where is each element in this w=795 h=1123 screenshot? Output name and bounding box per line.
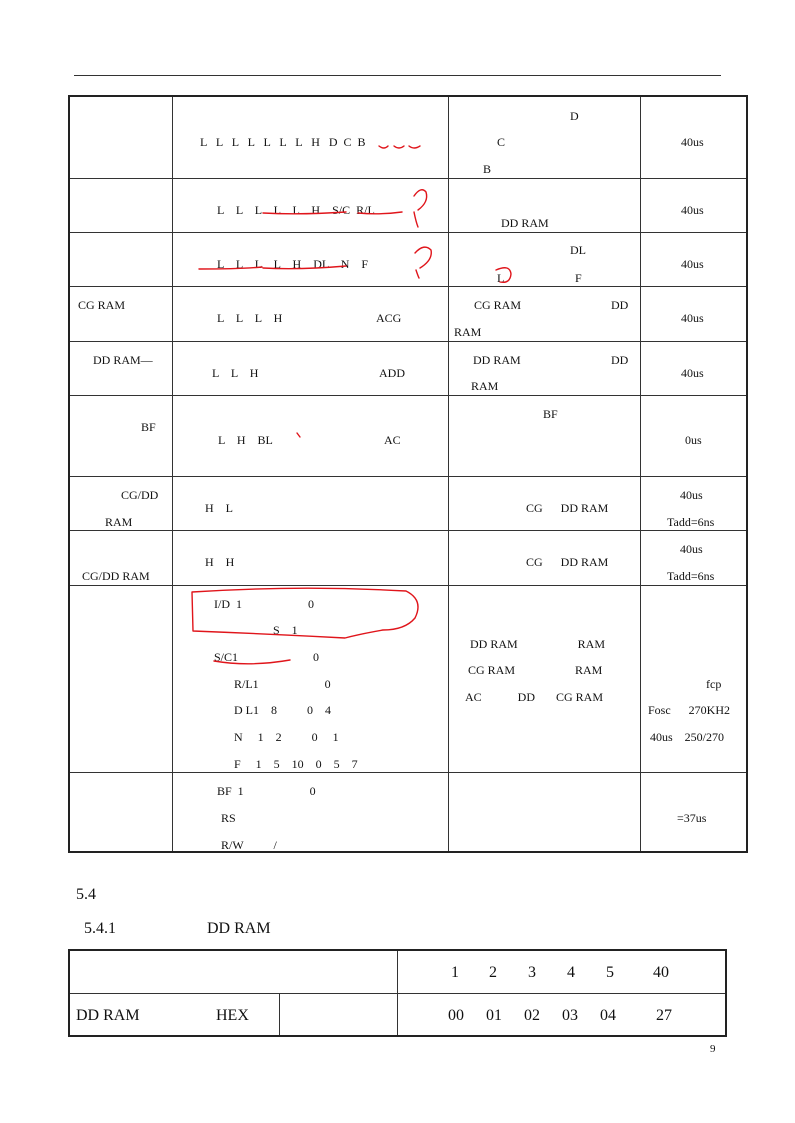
address-value: 01 xyxy=(486,1007,502,1024)
cell-time: 40us xyxy=(681,203,704,217)
cell-desc: DD RAM xyxy=(473,353,521,367)
cell-name: RAM xyxy=(105,515,133,529)
cell-time: Fosc 270KH2 xyxy=(648,703,731,717)
cell-code: H L xyxy=(205,501,233,515)
cell-note: R/L1 0 xyxy=(234,677,331,691)
cell-desc: AC DD CG RAM xyxy=(465,690,604,704)
subsection-number: 5.4.1 xyxy=(84,920,116,937)
cell-name: BF xyxy=(141,420,156,434)
row-divider xyxy=(70,476,746,477)
cell-desc: DD xyxy=(611,353,629,367)
cell-desc: BF xyxy=(543,407,558,421)
cell-desc: B xyxy=(483,162,492,176)
row-divider xyxy=(70,286,746,287)
cell-note: F 1 5 10 0 5 7 xyxy=(234,757,358,771)
cell-code: L L L L H DL N F xyxy=(217,257,369,271)
column-divider xyxy=(640,97,641,851)
cell-note: R/W / xyxy=(221,838,277,852)
column-divider xyxy=(448,97,449,851)
cell-name: DD RAM— xyxy=(93,353,153,367)
row-format: HEX xyxy=(216,1007,249,1024)
address-value: 00 xyxy=(448,1007,464,1024)
cell-code: L L L L L L L H D C B xyxy=(200,135,366,149)
cell-time: Tadd=6ns xyxy=(667,569,715,583)
cell-time: 40us xyxy=(681,311,704,325)
page-number: 9 xyxy=(710,1043,716,1055)
cell-note: S 1 xyxy=(273,623,298,637)
cell-note: I/D 1 0 xyxy=(214,597,314,611)
cell-code: L L H xyxy=(212,366,259,380)
cell-code: ADD xyxy=(379,366,405,380)
cell-note: N 1 2 0 1 xyxy=(234,730,339,744)
address-value: 27 xyxy=(656,1007,672,1024)
cell-note: RS xyxy=(221,811,236,825)
cell-desc: CG RAM xyxy=(474,298,522,312)
row-label: DD RAM xyxy=(76,1007,140,1024)
cell-desc: CG RAM RAM xyxy=(468,663,603,677)
cell-desc: DD RAM RAM xyxy=(470,637,606,651)
position-header: 1 xyxy=(451,964,459,981)
cell-note: S/C1 0 xyxy=(214,650,320,664)
cell-desc: RAM xyxy=(471,379,499,393)
address-value: 03 xyxy=(562,1007,578,1024)
row-divider xyxy=(70,341,746,342)
row-divider xyxy=(70,232,746,233)
cell-code: L L L L L H S/C R/L xyxy=(217,203,375,217)
cell-desc: DD xyxy=(611,298,629,312)
cell-desc: DD RAM xyxy=(501,216,549,230)
cell-desc: CG DD RAM xyxy=(526,555,609,569)
section-number: 5.4 xyxy=(76,886,96,903)
ddram-address-table xyxy=(68,949,727,1037)
cell-note: D L1 8 0 4 xyxy=(234,703,331,717)
column-divider xyxy=(279,994,280,1035)
cell-desc: D xyxy=(570,109,579,123)
cell-time: 40us 250/270 xyxy=(650,730,725,744)
header-rule xyxy=(74,75,721,76)
cell-desc: RAM xyxy=(454,325,482,339)
address-value: 04 xyxy=(600,1007,616,1024)
cell-time: Tadd=6ns xyxy=(667,515,715,529)
cell-time: 40us xyxy=(680,542,703,556)
cell-code: L H BL xyxy=(218,433,273,447)
cell-time: 40us xyxy=(681,135,704,149)
cell-desc: CG DD RAM xyxy=(526,501,609,515)
position-header: 40 xyxy=(653,964,669,981)
cell-desc: DL xyxy=(570,243,586,257)
cell-time: 40us xyxy=(681,366,704,380)
cell-desc: C xyxy=(497,135,506,149)
row-divider xyxy=(70,395,746,396)
column-divider xyxy=(172,97,173,851)
cell-desc: L xyxy=(497,271,505,285)
address-value: 02 xyxy=(524,1007,540,1024)
cell-code: ACG xyxy=(376,311,402,325)
cell-code: H H xyxy=(205,555,235,569)
cell-name: CG/DD xyxy=(121,488,159,502)
cell-desc: F xyxy=(575,271,582,285)
row-divider xyxy=(70,772,746,773)
cell-name: CG RAM xyxy=(78,298,126,312)
position-header: 3 xyxy=(528,964,536,981)
instruction-table xyxy=(68,95,748,853)
cell-time: fcp xyxy=(706,677,722,691)
cell-time: 40us xyxy=(681,257,704,271)
subsection-title: DD RAM xyxy=(207,920,271,937)
cell-time: 0us xyxy=(685,433,702,447)
position-header: 4 xyxy=(567,964,575,981)
column-divider xyxy=(397,951,398,1035)
row-divider xyxy=(70,585,746,586)
position-header: 5 xyxy=(606,964,614,981)
row-divider xyxy=(70,530,746,531)
cell-note: BF 1 0 xyxy=(217,784,316,798)
cell-time: =37us xyxy=(677,811,707,825)
cell-name: CG/DD RAM xyxy=(82,569,150,583)
cell-time: 40us xyxy=(680,488,703,502)
row-divider xyxy=(70,178,746,179)
position-header: 2 xyxy=(489,964,497,981)
cell-code: L L L H xyxy=(217,311,283,325)
cell-code: AC xyxy=(384,433,401,447)
